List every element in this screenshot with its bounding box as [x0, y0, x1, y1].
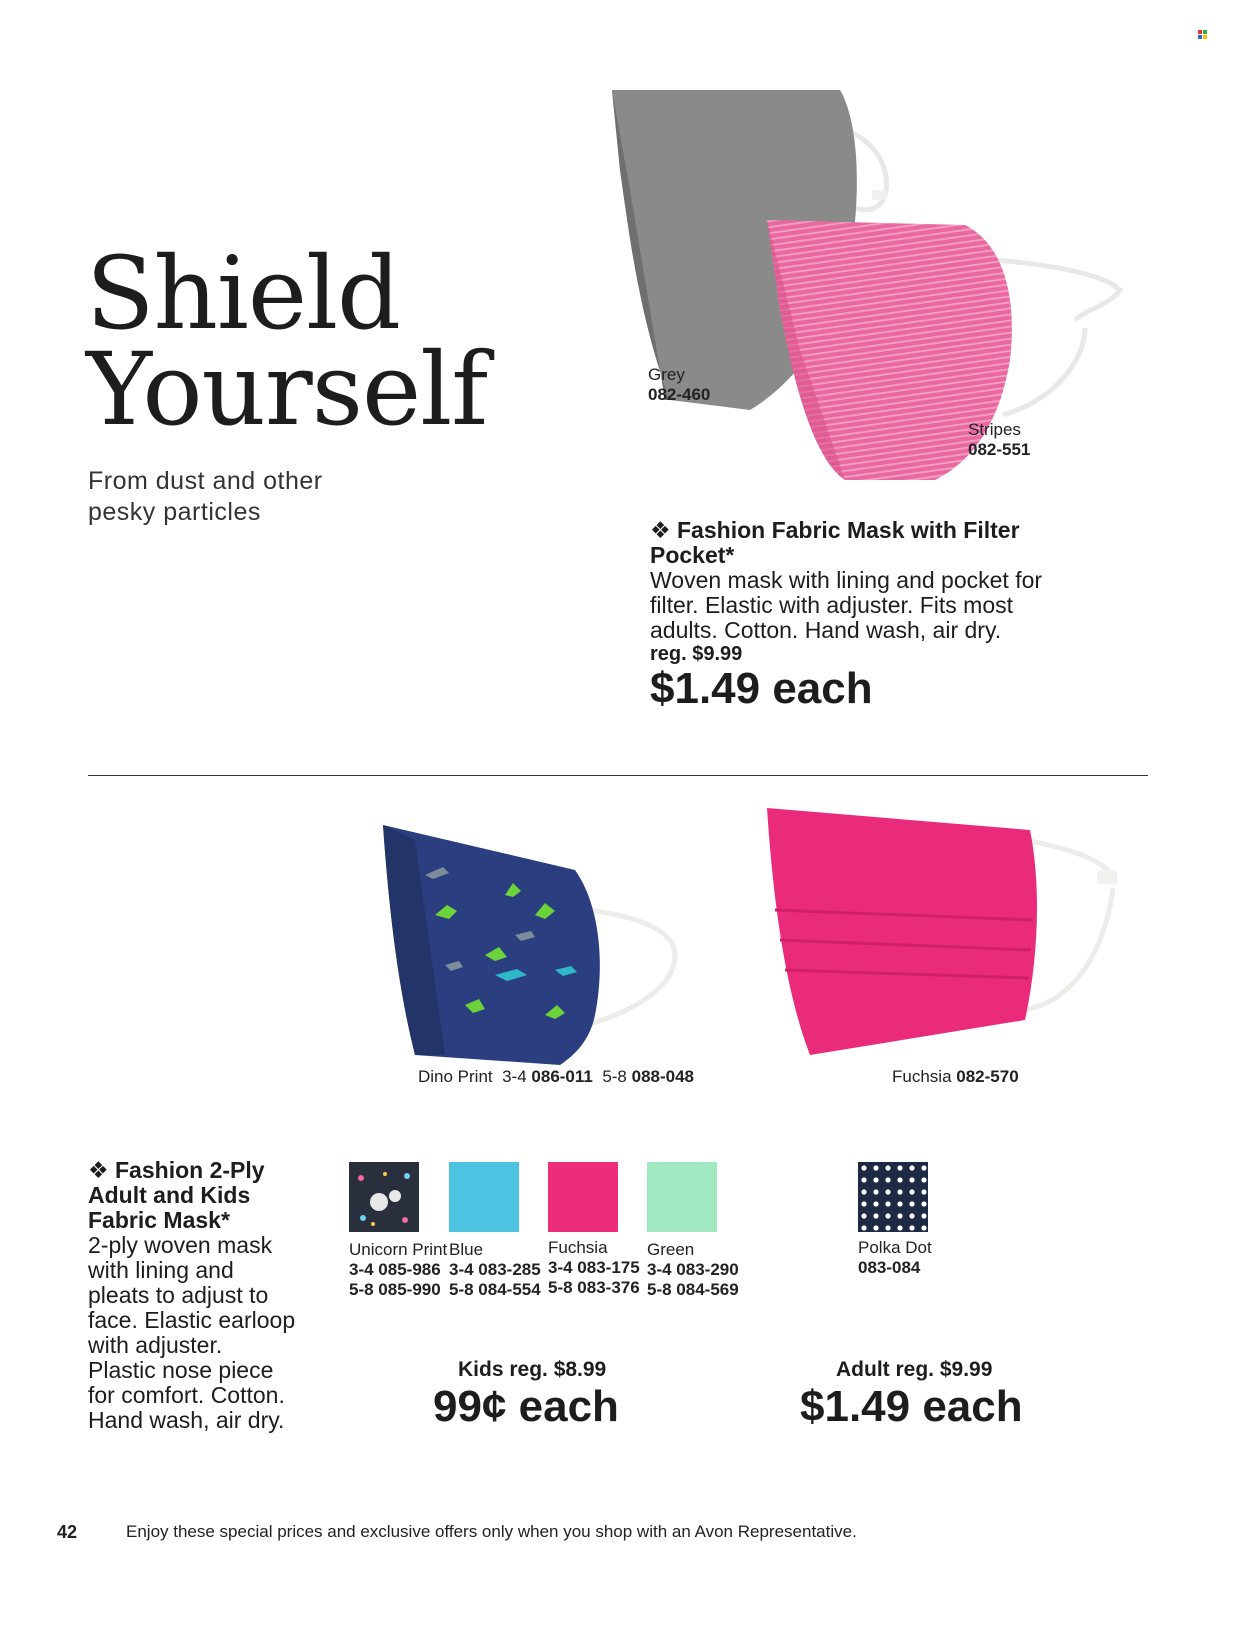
variant-code: 3-4 083-285: [449, 1260, 541, 1279]
subtitle-line-2: pesky particles: [88, 498, 261, 526]
product2-desc-line-1: 2-ply woven mask: [88, 1232, 273, 1258]
variant-code: 3-4 083-175: [548, 1258, 640, 1277]
product1-desc-line-1: Woven mask with lining and pocket for: [650, 567, 1043, 593]
adult-reg-price: Adult reg. $9.99: [836, 1358, 993, 1381]
variant-name: Unicorn Print: [349, 1240, 448, 1259]
variant-size: 5-8: [602, 1067, 627, 1086]
title-line-1: Shield: [86, 235, 401, 352]
product2-desc-line-6: Plastic nose piece: [88, 1357, 274, 1383]
product2-desc-line-5: with adjuster.: [88, 1332, 223, 1358]
variant-name: Green: [647, 1240, 695, 1259]
variant-code: 5-8 084-554: [449, 1280, 541, 1299]
variant-size: 3-4: [502, 1067, 527, 1086]
dino-variant-label: [418, 1067, 694, 1087]
product1-name-line-1: ❖ Fashion Fabric Mask with Filter: [650, 517, 1020, 543]
variant-name: Blue: [449, 1240, 484, 1259]
product1-desc-line-3: adults. Cotton. Hand wash, air dry.: [650, 617, 1002, 643]
product2-desc-line-2: with lining and: [88, 1257, 234, 1283]
adult-sale-price: $1.49 each: [800, 1382, 1023, 1431]
product1-sale-price: $1.49 each: [650, 664, 873, 713]
kids-sale-price: 99¢ each: [433, 1382, 619, 1431]
variant-code: 3-4 085-986: [349, 1260, 441, 1279]
variant-code: 088-048: [631, 1067, 695, 1086]
product2-name-line-1: ❖ Fashion 2-Ply: [88, 1157, 265, 1183]
variant-name: Polka Dot: [858, 1238, 932, 1257]
variant-code: 5-8 085-990: [349, 1280, 441, 1299]
variant-code: 082-551: [968, 440, 1031, 459]
variant-code: 083-084: [858, 1258, 921, 1277]
stripes-mask-image: [755, 210, 1130, 490]
product2-info: [88, 1158, 348, 1433]
footer-disclaimer: Enjoy these special prices and exclusive offers only when you shop with an Avon Representative.: [126, 1522, 857, 1541]
variant-code: 5-8 083-376: [548, 1278, 640, 1297]
fuchsia-mask-image: [755, 800, 1130, 1060]
section-divider: [88, 775, 1148, 776]
blue-label: [449, 1240, 541, 1300]
variant-code: 3-4 083-290: [647, 1260, 739, 1279]
product2-desc-line-8: Hand wash, air dry.: [88, 1407, 285, 1433]
variant-name: Dino Print: [418, 1067, 493, 1086]
polka-dot-swatch: [858, 1162, 928, 1232]
page-title: [86, 235, 488, 448]
product2-name-line-3: Fabric Mask*: [88, 1207, 230, 1233]
product1-reg-price: reg. $9.99: [650, 643, 743, 665]
variant-name: Fuchsia: [548, 1238, 608, 1257]
kids-reg-price: Kids reg. $8.99: [458, 1358, 607, 1381]
green-label: [647, 1240, 739, 1300]
unicorn-print-swatch: [349, 1162, 419, 1232]
stripes-variant-label: [968, 420, 1030, 460]
product2-desc-line-3: pleats to adjust to: [88, 1282, 269, 1308]
title-line-2: Yourself: [86, 331, 488, 448]
product1-desc-line-2: filter. Elastic with adjuster. Fits most: [650, 592, 1014, 618]
variant-code: 5-8 084-569: [647, 1280, 739, 1299]
product2-desc-line-7: for comfort. Cotton.: [88, 1382, 285, 1408]
variant-name: Grey: [648, 365, 685, 384]
variant-code: 082-570: [956, 1067, 1019, 1086]
polka-dot-label: [858, 1238, 932, 1278]
variant-code: 082-460: [648, 385, 711, 404]
variant-name: Fuchsia: [892, 1067, 952, 1086]
product1-info: [650, 518, 1150, 714]
dino-mask-image: [375, 815, 695, 1075]
variant-name: Stripes: [968, 420, 1021, 439]
product2-name-line-2: Adult and Kids: [88, 1182, 251, 1208]
fuchsia-label: [548, 1238, 640, 1298]
blue-swatch: [449, 1162, 519, 1232]
page-subtitle: [88, 466, 408, 528]
fuchsia-swatch: [548, 1162, 618, 1232]
green-swatch: [647, 1162, 717, 1232]
fuchsia-adult-variant-label: [892, 1067, 1019, 1087]
variant-code: 086-011: [531, 1067, 593, 1086]
product1-name-line-2: Pocket*: [650, 542, 735, 568]
corner-logo-icon: [1198, 30, 1207, 39]
page-number: 42: [57, 1522, 78, 1542]
subtitle-line-1: From dust and other: [88, 467, 323, 495]
grey-variant-label: [648, 365, 710, 405]
product2-desc-line-4: face. Elastic earloop: [88, 1307, 296, 1333]
unicorn-print-label: [349, 1240, 447, 1300]
